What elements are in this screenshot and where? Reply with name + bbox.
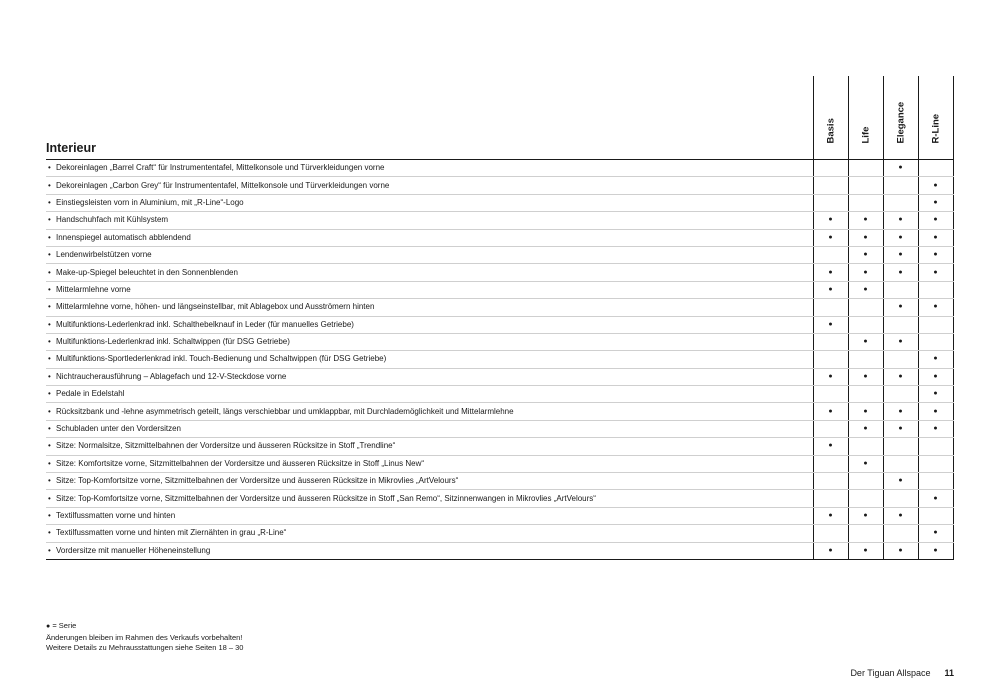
standard-dot-icon: ● [828, 216, 833, 224]
feature-cell [46, 194, 813, 211]
feature-cell [46, 403, 813, 420]
mark-cell [813, 177, 848, 194]
standard-dot-icon: ● [828, 442, 833, 450]
table-row [46, 525, 953, 542]
bullet-icon: • [48, 267, 51, 277]
mark-cell [848, 490, 883, 507]
feature-label: Sitze: Top-Komfortsitze vorne, Sitzmittelbahnen der Vordersitze und äusseren Rücksitze in Mikrovlies „ArtVelours“ [56, 476, 459, 486]
bullet-icon: • [48, 545, 51, 555]
legend-text: = Serie [52, 621, 77, 630]
mark-cell [813, 264, 848, 281]
mark-cell [918, 403, 953, 420]
mark-cell [813, 246, 848, 263]
disclaimer-text: Änderungen bleiben im Rahmen des Verkaufs vorbehalten! [46, 632, 243, 642]
bullet-icon: • [48, 319, 51, 329]
bullet-icon: • [48, 424, 51, 434]
mark-cell [918, 490, 953, 507]
mark-cell [813, 160, 848, 177]
standard-dot-icon: ● [898, 164, 903, 172]
mark-cell [918, 212, 953, 229]
mark-cell [918, 542, 953, 559]
standard-dot-icon: ● [863, 372, 868, 380]
mark-cell [848, 160, 883, 177]
mark-cell [813, 473, 848, 490]
page-number: 11 [944, 668, 954, 678]
mark-cell [918, 194, 953, 211]
mark-cell [918, 177, 953, 194]
bullet-icon: • [48, 389, 51, 399]
mark-cell [883, 194, 918, 211]
standard-dot-icon: ● [863, 233, 868, 241]
table-row [46, 160, 953, 177]
mark-cell [848, 507, 883, 524]
table-body [46, 160, 953, 560]
mark-cell [883, 333, 918, 350]
feature-cell [46, 386, 813, 403]
section-title: Interieur [46, 76, 813, 160]
feature-label: Mittelarmlehne vorne [56, 284, 131, 294]
table-row [46, 368, 953, 385]
mark-cell [883, 542, 918, 559]
feature-label: Textilfussmatten vorne und hinten mit Ziernähten in grau „R-Line“ [56, 528, 287, 538]
trim-header-basis: Basis [813, 76, 848, 160]
feature-cell [46, 542, 813, 559]
mark-cell [848, 351, 883, 368]
mark-cell [813, 299, 848, 316]
mark-cell [918, 473, 953, 490]
feature-cell [46, 333, 813, 350]
mark-cell [848, 473, 883, 490]
brochure-title: Der Tiguan Allspace [850, 668, 931, 678]
mark-cell [918, 246, 953, 263]
table-row [46, 542, 953, 559]
mark-cell [848, 299, 883, 316]
standard-dot-icon: ● [828, 320, 833, 328]
standard-dot-icon: ● [828, 233, 833, 241]
mark-cell [813, 455, 848, 472]
standard-dot-icon: ● [933, 425, 938, 433]
mark-cell [918, 333, 953, 350]
mark-cell [848, 229, 883, 246]
table-row [46, 473, 953, 490]
standard-dot-icon: ● [898, 546, 903, 554]
mark-cell [883, 368, 918, 385]
table-row [46, 212, 953, 229]
mark-cell [813, 351, 848, 368]
feature-cell [46, 281, 813, 298]
bullet-icon: • [48, 180, 51, 190]
mark-cell [883, 299, 918, 316]
reference-text: Weitere Details zu Mehrausstattungen siehe Seiten 18 – 30 [46, 643, 244, 652]
page-footer [850, 668, 954, 678]
mark-cell [848, 246, 883, 263]
feature-label: Handschuhfach mit Kühlsystem [56, 215, 169, 225]
standard-dot-icon: ● [898, 338, 903, 346]
table-row [46, 386, 953, 403]
legend-line [46, 621, 243, 633]
mark-cell [918, 160, 953, 177]
bullet-icon: • [48, 493, 51, 503]
mark-cell [813, 403, 848, 420]
trim-header-elegance: Elegance [883, 76, 918, 160]
trim-header-r-line: R-Line [918, 76, 953, 160]
standard-dot-icon: ● [828, 512, 833, 519]
mark-cell [848, 333, 883, 350]
mark-cell [848, 455, 883, 472]
feature-label: Vordersitze mit manueller Höheneinstellung [56, 545, 211, 555]
mark-cell [813, 316, 848, 333]
standard-dot-icon: ● [863, 251, 868, 259]
bullet-icon: • [48, 232, 51, 242]
mark-cell [813, 333, 848, 350]
bullet-icon: • [48, 215, 51, 225]
standard-dot-icon: ● [863, 512, 868, 519]
mark-cell [848, 420, 883, 437]
mark-cell [883, 281, 918, 298]
mark-cell [918, 368, 953, 385]
feature-label: Rücksitzbank und -lehne asymmetrisch geteilt, längs verschiebbar und umklappbar, mit Durchlademöglichkeit und Mittelarmlehne [56, 406, 514, 416]
table-row [46, 351, 953, 368]
standard-dot-icon: ● [828, 546, 833, 554]
table-row [46, 281, 953, 298]
mark-cell [883, 525, 918, 542]
standard-dot-icon: ● [898, 372, 903, 380]
mark-cell [848, 194, 883, 211]
standard-dot-icon: ● [933, 407, 938, 415]
mark-cell [848, 403, 883, 420]
standard-dot-icon: ● [828, 407, 833, 415]
standard-dot-icon: ● [863, 546, 868, 554]
feature-cell [46, 316, 813, 333]
feature-label: Schubladen unter den Vordersitzen [56, 424, 181, 434]
mark-cell [918, 438, 953, 455]
table-row [46, 438, 953, 455]
bullet-icon: • [48, 197, 51, 207]
standard-dot-icon: ● [933, 198, 938, 206]
bullet-icon: • [48, 476, 51, 486]
mark-cell [813, 386, 848, 403]
standard-dot-icon: ● [828, 372, 833, 380]
table-row [46, 299, 953, 316]
mark-cell [883, 177, 918, 194]
mark-cell [883, 212, 918, 229]
feature-cell [46, 246, 813, 263]
feature-cell [46, 351, 813, 368]
mark-cell [848, 368, 883, 385]
mark-cell [918, 281, 953, 298]
standard-dot-icon: ● [933, 494, 938, 502]
mark-cell [813, 368, 848, 385]
feature-label: Lendenwirbelstützen vorne [56, 250, 152, 260]
standard-dot-icon: ● [828, 268, 833, 276]
feature-label: Make-up-Spiegel beleuchtet in den Sonnenblenden [56, 267, 238, 277]
table-row [46, 194, 953, 211]
bullet-icon: • [48, 458, 51, 468]
table-row [46, 177, 953, 194]
mark-cell [918, 507, 953, 524]
bullet-icon: • [48, 441, 51, 451]
feature-cell [46, 368, 813, 385]
feature-label: Dekoreinlagen „Carbon Grey“ für Instrumententafel, Mittelkonsole und Türverkleidungen vorne [56, 180, 390, 190]
mark-cell [918, 229, 953, 246]
trim-header-life: Life [848, 76, 883, 160]
feature-cell [46, 507, 813, 524]
equipment-table [46, 76, 954, 560]
mark-cell [848, 438, 883, 455]
mark-cell [883, 438, 918, 455]
table-row [46, 333, 953, 350]
mark-cell [883, 507, 918, 524]
feature-label: Sitze: Normalsitze, Sitzmittelbahnen der Vordersitze und äusseren Rücksitze in Stoff „Trendline“ [56, 441, 396, 451]
mark-cell [813, 525, 848, 542]
standard-dot-icon: ● [863, 425, 868, 433]
standard-dot-icon: ● [933, 268, 938, 276]
standard-dot-icon: ● [898, 512, 903, 519]
mark-cell [883, 455, 918, 472]
table-header-row [46, 76, 953, 160]
mark-cell [813, 281, 848, 298]
mark-cell [918, 455, 953, 472]
feature-label: Sitze: Top-Komfortsitze vorne, Sitzmittelbahnen der Vordersitze und äusseren Rücksitze in Stoff „San Remo“, Sitzinnenwangen in Mikrovlies „ArtVelours“ [56, 493, 596, 503]
feature-cell [46, 177, 813, 194]
mark-cell [813, 194, 848, 211]
bullet-icon: • [48, 250, 51, 260]
bullet-icon: • [48, 337, 51, 347]
standard-dot-icon: ● [828, 285, 833, 293]
table-row [46, 316, 953, 333]
mark-cell [883, 351, 918, 368]
mark-cell [813, 507, 848, 524]
mark-cell [918, 299, 953, 316]
feature-cell [46, 264, 813, 281]
table-row [46, 229, 953, 246]
table-row [46, 507, 953, 524]
feature-label: Sitze: Komfortsitze vorne, Sitzmittelbahnen der Vordersitze und äusseren Rücksitze in Stoff „Linus New“ [56, 458, 425, 468]
standard-dot-icon: ● [933, 529, 938, 537]
bullet-icon: • [48, 406, 51, 416]
standard-dot-icon: ● [898, 303, 903, 311]
mark-cell [848, 212, 883, 229]
feature-cell [46, 438, 813, 455]
standard-dot-icon: ● [898, 425, 903, 433]
standard-dot-icon: ● [898, 233, 903, 241]
mark-cell [918, 351, 953, 368]
mark-cell [813, 212, 848, 229]
standard-dot-icon: ● [933, 546, 938, 554]
standard-dot-icon: ● [933, 216, 938, 224]
mark-cell [918, 316, 953, 333]
bullet-icon: • [48, 528, 51, 538]
mark-cell [848, 525, 883, 542]
mark-cell [848, 281, 883, 298]
feature-cell [46, 212, 813, 229]
mark-cell [813, 420, 848, 437]
feature-label: Einstiegsleisten vorn in Aluminium, mit „R-Line“-Logo [56, 197, 244, 207]
feature-cell [46, 160, 813, 177]
table-row [46, 490, 953, 507]
mark-cell [883, 420, 918, 437]
table-row [46, 420, 953, 437]
feature-cell [46, 299, 813, 316]
standard-dot-icon: ● [863, 459, 868, 467]
mark-cell [883, 229, 918, 246]
standard-dot-icon: ● [933, 372, 938, 380]
feature-cell [46, 525, 813, 542]
feature-label: Multifunktions-Lederlenkrad inkl. Schaltwippen (für DSG Getriebe) [56, 337, 290, 347]
standard-dot-icon: ● [863, 268, 868, 276]
feature-cell [46, 420, 813, 437]
standard-dot-icon: ● [863, 216, 868, 224]
standard-dot-icon: ● [898, 477, 903, 485]
bullet-icon: • [48, 284, 51, 294]
footnotes [46, 621, 243, 654]
standard-dot-icon: ● [933, 390, 938, 398]
standard-dot-icon: ● [898, 268, 903, 276]
feature-cell [46, 490, 813, 507]
standard-dot-icon: ● [933, 181, 938, 189]
standard-dot-icon: ● [933, 303, 938, 311]
mark-cell [813, 490, 848, 507]
feature-label: Pedale in Edelstahl [56, 389, 125, 399]
mark-cell [813, 229, 848, 246]
mark-cell [883, 264, 918, 281]
mark-cell [813, 542, 848, 559]
table-row [46, 403, 953, 420]
mark-cell [918, 386, 953, 403]
feature-label: Textilfussmatten vorne und hinten [56, 511, 176, 520]
feature-label: Multifunktions-Sportlederlenkrad inkl. Touch-Bedienung und Schaltwippen (für DSG Getriebe) [56, 354, 387, 364]
feature-label: Innenspiegel automatisch abblendend [56, 232, 191, 242]
mark-cell [848, 542, 883, 559]
table-row [46, 264, 953, 281]
mark-cell [848, 264, 883, 281]
table-row [46, 246, 953, 263]
mark-cell [883, 473, 918, 490]
mark-cell [883, 316, 918, 333]
feature-label: Nichtraucherausführung – Ablagefach und 12-V-Steckdose vorne [56, 371, 287, 381]
standard-dot-icon: ● [898, 251, 903, 259]
bullet-icon: • [48, 511, 51, 520]
mark-cell [813, 438, 848, 455]
bullet-icon: • [48, 354, 51, 364]
feature-label: Dekoreinlagen „Barrel Craft“ für Instrumententafel, Mittelkonsole und Türverkleidungen vorne [56, 163, 385, 173]
feature-cell [46, 473, 813, 490]
standard-dot-icon: ● [933, 233, 938, 241]
feature-label: Multifunktions-Lederlenkrad inkl. Schalthebelknauf in Leder (für manuelles Getriebe) [56, 319, 354, 329]
standard-dot-icon: ● [898, 407, 903, 415]
mark-cell [883, 403, 918, 420]
standard-dot-icon: ● [863, 338, 868, 346]
mark-cell [883, 246, 918, 263]
mark-cell [883, 160, 918, 177]
bullet-icon: • [48, 302, 51, 312]
mark-cell [918, 264, 953, 281]
standard-dot-icon: ● [933, 355, 938, 363]
feature-cell [46, 229, 813, 246]
mark-cell [918, 420, 953, 437]
mark-cell [918, 525, 953, 542]
mark-cell [883, 490, 918, 507]
standard-dot-icon: ● [863, 285, 868, 293]
table-row [46, 455, 953, 472]
feature-label: Mittelarmlehne vorne, höhen- und längseinstellbar, mit Ablagebox und Ausströmern hinten [56, 302, 375, 312]
standard-dot-icon: ● [898, 216, 903, 224]
mark-cell [883, 386, 918, 403]
mark-cell [848, 316, 883, 333]
standard-dot-icon: ● [863, 407, 868, 415]
mark-cell [848, 386, 883, 403]
mark-cell [848, 177, 883, 194]
serie-dot-icon: ● [46, 623, 51, 630]
bullet-icon: • [48, 163, 51, 173]
bullet-icon: • [48, 371, 51, 381]
feature-cell [46, 455, 813, 472]
standard-dot-icon: ● [933, 251, 938, 259]
